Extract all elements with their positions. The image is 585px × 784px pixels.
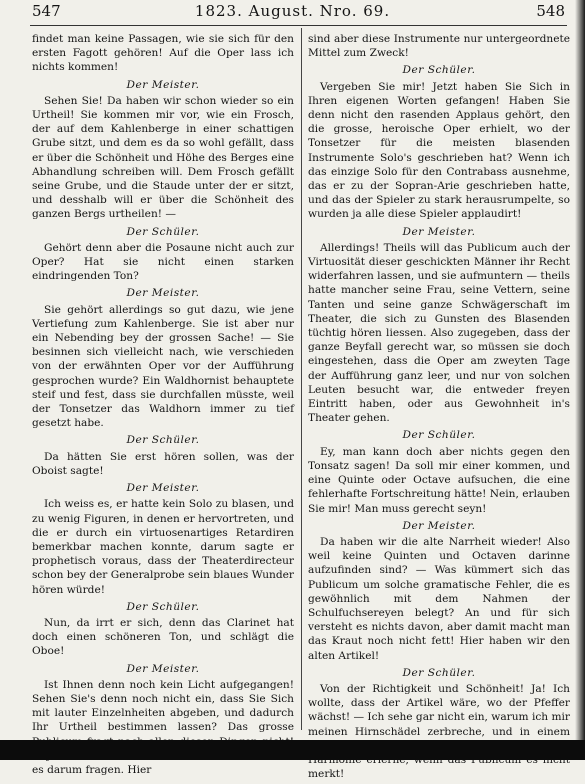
dialogue-paragraph: Ist Ihnen denn noch kein Licht aufgegangen! Sehen Sie's denn noch nicht ein, dass Sie Sich mit lauter Einzelnheiten abgeben, und dadurch Ihr Urtheil bestimmen lassen? Das grosse es darum fragen. Hier — [32, 678, 294, 776]
speaker-label: Der Meister. — [402, 519, 476, 532]
dialogue-paragraph: Ey, man kann doch aber nichts gegen den Tonsatz sagen! Da soll mir einer kommen, und eine Quinte oder Octave aufsuchen, die eine fehlerhafte Fortschreitung hätte! Nein, erlauben Sie mir! Man muss gerecht seyn! — [308, 445, 570, 515]
left-page-number: 547 — [32, 2, 61, 20]
left-column — [32, 32, 294, 780]
issue-header: 1823. August. Nro. 69. — [194, 2, 391, 20]
header-rule — [30, 25, 567, 26]
speaker-label: Der Schüler. — [402, 429, 476, 442]
dialogue-paragraph: Von der Richtigkeit und Schönheit! Ja! Ich wollte, dass der Artikel wäre, wo der Pfeffer wächst! — Ich sehe gar nicht ein, warum ich mir meinen Hirnschädel zerbreche, und in einem merkt! — [308, 682, 570, 781]
dialogue-paragraph: sind aber diese Instrumente nur untergeordnete Mittel zum Zweck! — [308, 33, 570, 60]
right-page-number: 548 — [536, 2, 565, 20]
dialogue-paragraph: Vergeben Sie mir! Jetzt haben Sie Sich in Ihren eigenen Worten gefangen! Haben Sie denn nicht den rasenden Applaus gehört, den die grosse, heroische Oper erhielt, wo der Tonsetzer für die meisten blasenden Instrumente Solo's geschrieben hat? Wenn ich das einzige Solo für den Contrabass ausnehme, das er zu der Sopran-Arie geschrieben hatte, und das der Spieler zu stark herausrumpelte, so wurden ja alle diese Spieler applaudirt! — [308, 80, 570, 221]
speaker-label: Der Meister. — [126, 78, 200, 91]
column-divider — [301, 28, 302, 730]
dialogue-paragraph: Nun, da irrt er sich, denn das Clarinet hat doch einen schöneren Ton, und schlägt die Oboe! — [32, 616, 294, 658]
speaker-label: Der Meister. — [402, 225, 476, 238]
speaker-label: Der Meister. — [126, 287, 200, 300]
speaker-label: Der Schüler. — [126, 434, 200, 447]
page-edge-shadow — [575, 0, 585, 760]
dialogue-paragraph: Allerdings! Theils will das Publicum auch der Virtuosität dieser geschickten Männer ihr Recht widerfahren lassen, und sie aufmuntern — theils hatte mancher seine Frau, seine Vettern, seine Tanten und seine ganze Schwägerschaft im Theater, die sich zu Gunsten des Blasenden tüchtig hören liessen. Also zugegeben, dass der ganze Beyfall gerecht war, so müssen sie doch eingestehen, dass die Oper am zweyten Tage der Aufführung ganz leer, und nur von solchen Leuten besucht war, die entweder freyen Eintritt haben, oder aus Gewohnheit in's Theater gehen. — [308, 241, 570, 425]
dialogue-paragraph: Sehen Sie! Da haben wir schon wieder so ein Urtheil! Sie kommen mir vor, wie ein Frosch, der auf dem Kahlenberge in einer schattigen Grube sitzt, und dem es da so wohl gefällt, dass er über die Schönheit und Höhe des Berges eine Abhandlung schreiben will. Dem Frosch gefällt seine Grube, und die Staude unter der er sitzt, und desshalb will er über die Schönheit des ganzen Bergs urtheilen! — — [32, 94, 294, 221]
speaker-label: Der Schüler. — [126, 600, 200, 613]
speaker-label: Der Meister. — [126, 482, 200, 495]
speaker-label: Der Schüler. — [126, 225, 200, 238]
dialogue-paragraph: Da haben wir die alte Narrheit wieder! Also weil keine Quinten und Octaven darinne aufzufinden sind? — Was kümmert sich das Publicum um solche gramatische Fehler, die es gewöhnlich mit dem Nahmen der Schulfuchsereyen belegt? An und für sich versteht es nichts davon, aber damit macht man das Kraut noch nicht fett! Hier haben wir den alten Artikel! — [308, 535, 570, 662]
speaker-label: Der Schüler. — [402, 666, 476, 679]
right-column — [308, 32, 570, 784]
dialogue-paragraph: Da hätten Sie erst hören sollen, was der Oboist sagte! — [32, 450, 294, 477]
dialogue-paragraph: Ich weiss es, er hatte kein Solo zu blasen, und zu wenig Figuren, in denen er hervortreten, und die er durch ein virtuosenartiges Retardiren bemerkbar machen konnte, darum sagte er prophetisch voraus, dass der Theaterdirecteur schon bey der Generalprobe sein blaues Wunder hören würde! — [32, 498, 294, 596]
dialogue-paragraph: Gehört denn aber die Posaune nicht auch zur Oper? Hat sie nicht einen starken eindringenden Ton? — [32, 241, 294, 283]
dialogue-paragraph: findet man keine Passagen, wie sie sich für den ersten Fagott gehören! Auf die Oper lass ich nichts kommen! — [32, 33, 294, 74]
speaker-label: Der Meister. — [126, 662, 200, 675]
dialogue-paragraph: Sie gehört allerdings so gut dazu, wie jene Vertiefung zum Kahlenberge. Sie ist aber nur ein Nebending bey der grossen Sache! — Sie besinnen sich vielleicht nach, wie verschieden von der erwähnten Oper vor der Aufführung gesprochen wurde? Ein Waldhornist behauptete steif und fest, dass sie durchfallen müsste, weil der Tonsetzer das Waldhorn immer zu tief gesetzt habe. — [32, 303, 294, 430]
scan-bottom-edge — [0, 740, 585, 760]
speaker-label: Der Schüler. — [402, 64, 476, 77]
